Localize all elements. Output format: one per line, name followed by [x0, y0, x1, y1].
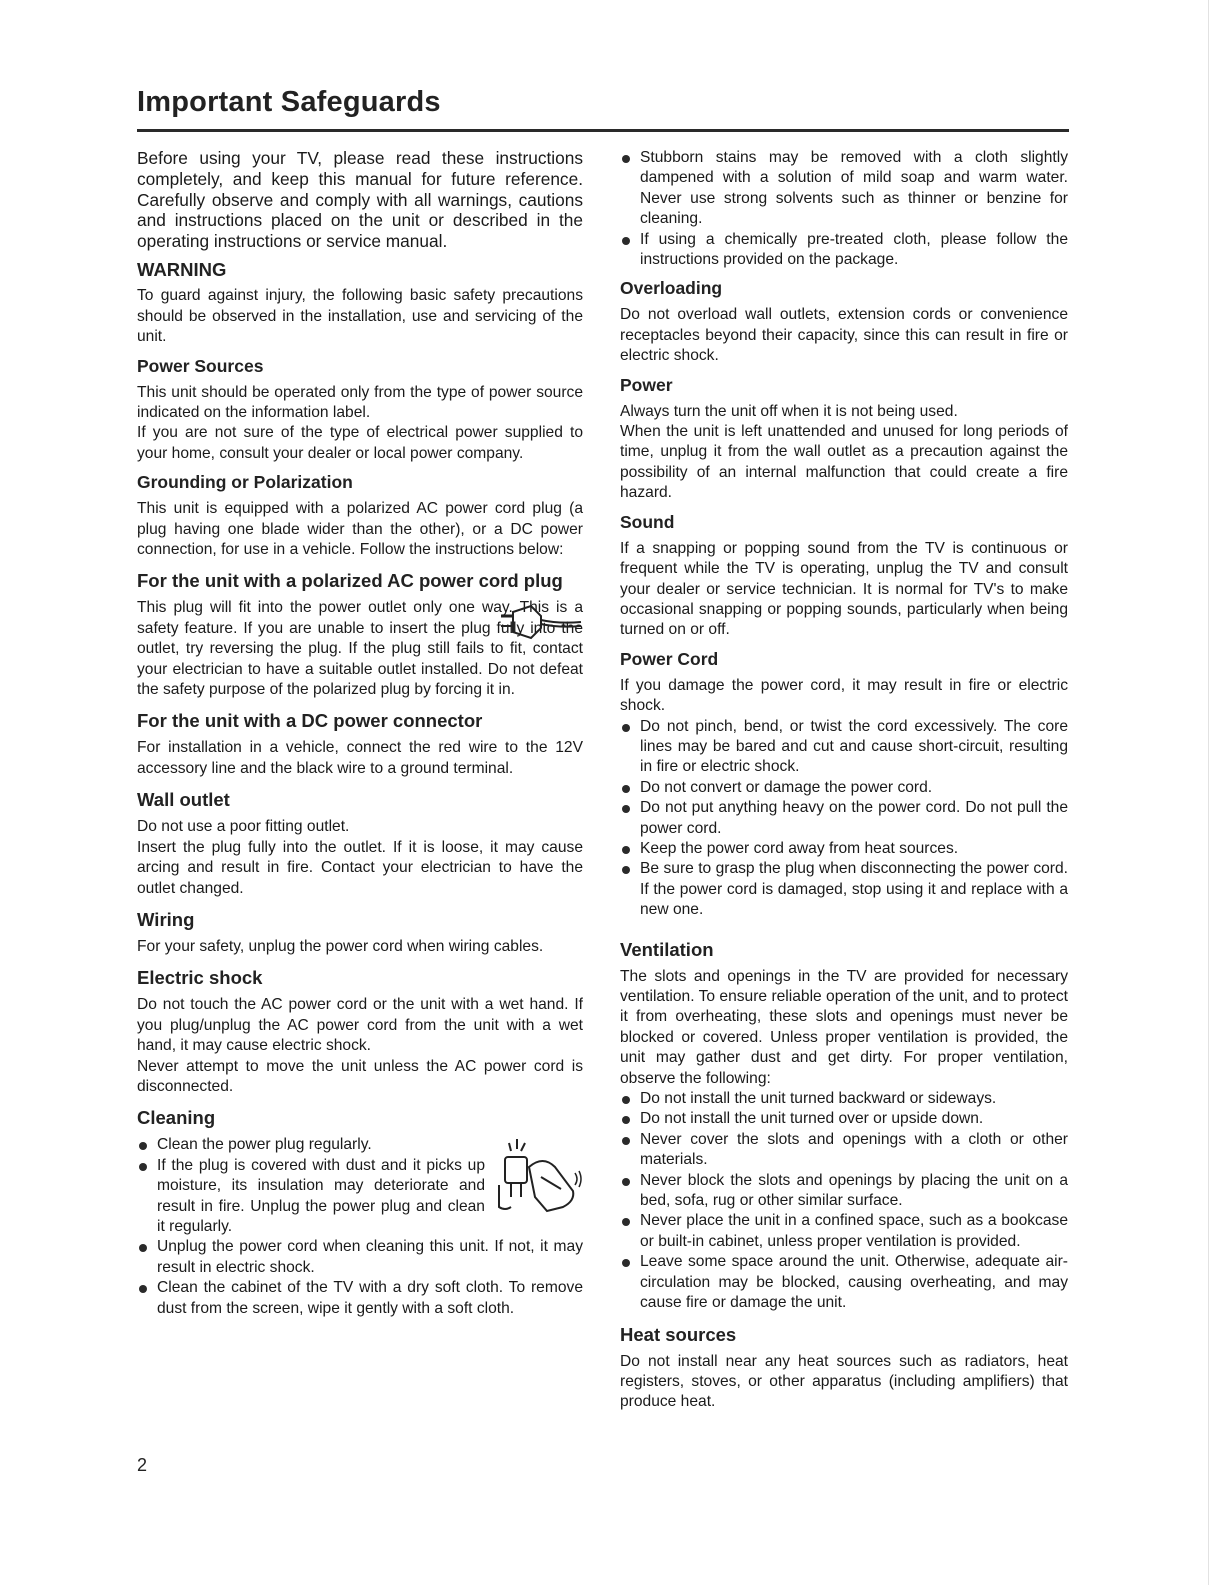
- cleaning-item: If the plug is covered with dust and it picks up moisture, its insulation may deteriorate and result in fire. Unplug the power plug and clean it regularly.: [137, 1156, 485, 1238]
- sound-text: If a snapping or popping sound from the TV is continuous or frequent while the TV is operating, unplug the TV and consult your dealer or service technician. It is normal for TV's to make occasional snapping or popping sounds, particularly when being turned on or off.: [620, 539, 1068, 639]
- power-cord-text: If you damage the power cord, it may result in fire or electric shock.: [620, 676, 1068, 715]
- wiring-text: For your safety, unplug the power cord when wiring cables.: [137, 937, 544, 955]
- left-column: [137, 148, 583, 1319]
- right-column: [620, 148, 1068, 1413]
- power-cord-heading: Power Cord: [620, 648, 719, 669]
- bullet-icon: [622, 805, 630, 813]
- ventilation-item: Never block the slots and openings by placing the unit on a bed, sofa, rug or other similar surface.: [620, 1171, 1068, 1212]
- cleaning-block: [137, 1135, 583, 1319]
- power-sources-text-2: If you are not sure of the type of electrical power supplied to your home, consult your dealer or local power company.: [137, 424, 583, 462]
- bullet-icon: [622, 1218, 630, 1226]
- bullet-icon: [622, 1178, 630, 1186]
- electric-shock-heading: Electric shock: [137, 967, 263, 989]
- power-cord-item: Keep the power cord away from heat sources.: [620, 839, 1068, 859]
- ventilation-heading: Ventilation: [620, 938, 714, 960]
- ventilation-list: [620, 1089, 1068, 1313]
- dc-connector-text: For installation in a vehicle, connect the red wire to the 12V accessory line and the black wire to a ground terminal.: [137, 739, 583, 777]
- ventilation-item: Never cover the slots and openings with a cloth or other materials.: [620, 1130, 1068, 1171]
- ventilation-text: The slots and openings in the TV are provided for necessary ventilation. To ensure reliable operation of the unit, and to protect it from overheating, these slots and openings must never be blocked or covered. Unless proper ventilation is provided, the unit may gather dust and get dirty. For proper ventilation, observe the following:: [620, 967, 1068, 1087]
- stains-item: Stubborn stains may be removed with a cloth slightly dampened with a solution of mild soap and warm water. Never use strong solvents such as thinner or benzine for cleaning.: [620, 148, 1068, 230]
- title-rule: [137, 129, 1069, 132]
- power-sources-text-1: This unit should be operated only from the type of power source indicated on the information label.: [137, 383, 583, 422]
- grounding-text: This unit is equipped with a polarized AC power cord plug (a plug having one blade wider than the other), or a DC power connection, for use in a vehicle. Follow the instructions below:: [137, 500, 583, 559]
- stains-item: If using a chemically pre-treated cloth, please follow the instructions provided on the package.: [620, 230, 1068, 271]
- bullet-icon: [622, 866, 630, 874]
- bullet-icon: [622, 155, 630, 163]
- bullet-icon: [622, 846, 630, 854]
- bullet-icon: [622, 785, 630, 793]
- electric-shock-text-1: Do not touch the AC power cord or the unit with a wet hand. If you plug/unplug the AC power cord from the unit with a wet hand, it may cause electric shock.: [137, 996, 583, 1055]
- intro-paragraph: Before using your TV, please read these instructions completely, and keep this manual for future reference. Carefully observe and comply with all warnings, cautions and instructions placed on the unit or described in the operating instructions or service manual.: [137, 148, 583, 252]
- bullet-icon: [139, 1285, 147, 1293]
- ventilation-item: Do not install the unit turned over or upside down.: [620, 1109, 1068, 1129]
- polarized-plug-text: This plug will fit into the power outlet only one way. This is a safety feature. If you are unable to insert the plug fully into the outlet, try reversing the plug. If the plug still fails to fit, contact your electrician to have a suitable outlet installed. Do not defeat the safety purpose of the polarized plug by forcing it in.: [137, 599, 583, 699]
- warning-text: To guard against injury, the following basic safety precautions should be observed in the installation, use and servicing of the unit.: [137, 287, 583, 346]
- hand-cleaning-plug-icon: [491, 1137, 583, 1229]
- polarized-plug-block: [137, 598, 583, 700]
- bullet-icon: [139, 1142, 147, 1150]
- wall-outlet-text-2: Insert the plug fully into the outlet. If it is loose, it may cause arcing and result in fire. Contact your electrician to have the outlet changed.: [137, 838, 583, 897]
- bullet-icon: [622, 724, 630, 732]
- page-edge-line: [1208, 0, 1209, 1585]
- power-cord-item: Do not put anything heavy on the power cord. Do not pull the power cord.: [620, 798, 1068, 839]
- electric-shock-text-2: Never attempt to move the unit unless the AC power cord is disconnected.: [137, 1057, 583, 1095]
- bullet-icon: [622, 1137, 630, 1145]
- power-text-1: Always turn the unit off when it is not being used.: [620, 402, 958, 420]
- cleaning-item: Unplug the power cord when cleaning this unit. If not, it may result in electric shock.: [137, 1237, 583, 1278]
- stains-list: [620, 148, 1068, 270]
- bullet-icon: [622, 1096, 630, 1104]
- power-cord-item: Do not convert or damage the power cord.: [620, 778, 1068, 798]
- wiring-heading: Wiring: [137, 908, 195, 930]
- overloading-heading: Overloading: [620, 278, 723, 299]
- wall-outlet-heading: Wall outlet: [137, 789, 230, 811]
- heat-sources-heading: Heat sources: [620, 1323, 737, 1345]
- dc-connector-heading: For the unit with a DC power connector: [137, 710, 483, 732]
- bullet-icon: [622, 1116, 630, 1124]
- bullet-icon: [139, 1244, 147, 1252]
- sound-heading: Sound: [620, 511, 675, 532]
- ventilation-item: Do not install the unit turned backward or sideways.: [620, 1089, 1068, 1109]
- ventilation-item: Leave some space around the unit. Otherwise, adequate air-circulation may be blocked, causing overheating, and may cause fire or damage the unit.: [620, 1252, 1068, 1313]
- overloading-text: Do not overload wall outlets, extension cords or convenience receptacles beyond their capacity, since this can result in fire or electric shock.: [620, 306, 1068, 365]
- bullet-icon: [622, 1259, 630, 1267]
- grounding-heading: Grounding or Polarization: [137, 472, 353, 493]
- bullet-icon: [139, 1163, 147, 1171]
- page-number: 2: [137, 1455, 148, 1475]
- wall-outlet-text-1: Do not use a poor fitting outlet.: [137, 818, 350, 836]
- power-cord-list: [620, 717, 1068, 921]
- power-sources-heading: Power Sources: [137, 355, 264, 376]
- ventilation-item: Never place the unit in a confined space, such as a bookcase or built-in cabinet, unless proper ventilation is provided.: [620, 1211, 1068, 1252]
- heat-sources-text: Do not install near any heat sources such as radiators, heat registers, stoves, or other apparatus (including amplifiers) that produce heat.: [620, 1352, 1068, 1411]
- power-cord-item: Do not pinch, bend, or twist the cord excessively. The core lines may be bared and cut and cause short-circuit, resulting in fire or electric shock.: [620, 717, 1068, 778]
- page-title: Important Safeguards: [137, 86, 441, 118]
- cleaning-item: Clean the power plug regularly.: [137, 1135, 485, 1155]
- bullet-icon: [622, 237, 630, 245]
- power-text-2: When the unit is left unattended and unused for long periods of time, unplug it from the wall outlet as a precaution against the possibility of an internal malfunction that could create a fire hazard.: [620, 423, 1068, 502]
- polarized-plug-heading: For the unit with a polarized AC power cord plug: [137, 570, 563, 592]
- polarized-plug-icon: [499, 602, 583, 642]
- power-heading: Power: [620, 374, 673, 395]
- cleaning-item: Clean the cabinet of the TV with a dry soft cloth. To remove dust from the screen, wipe it gently with a soft cloth.: [137, 1278, 583, 1319]
- cleaning-heading: Cleaning: [137, 1107, 216, 1129]
- warning-heading: WARNING: [137, 258, 227, 280]
- power-cord-item: Be sure to grasp the plug when disconnecting the power cord. If the power cord is damaged, stop using it and replace with a new one.: [620, 859, 1068, 920]
